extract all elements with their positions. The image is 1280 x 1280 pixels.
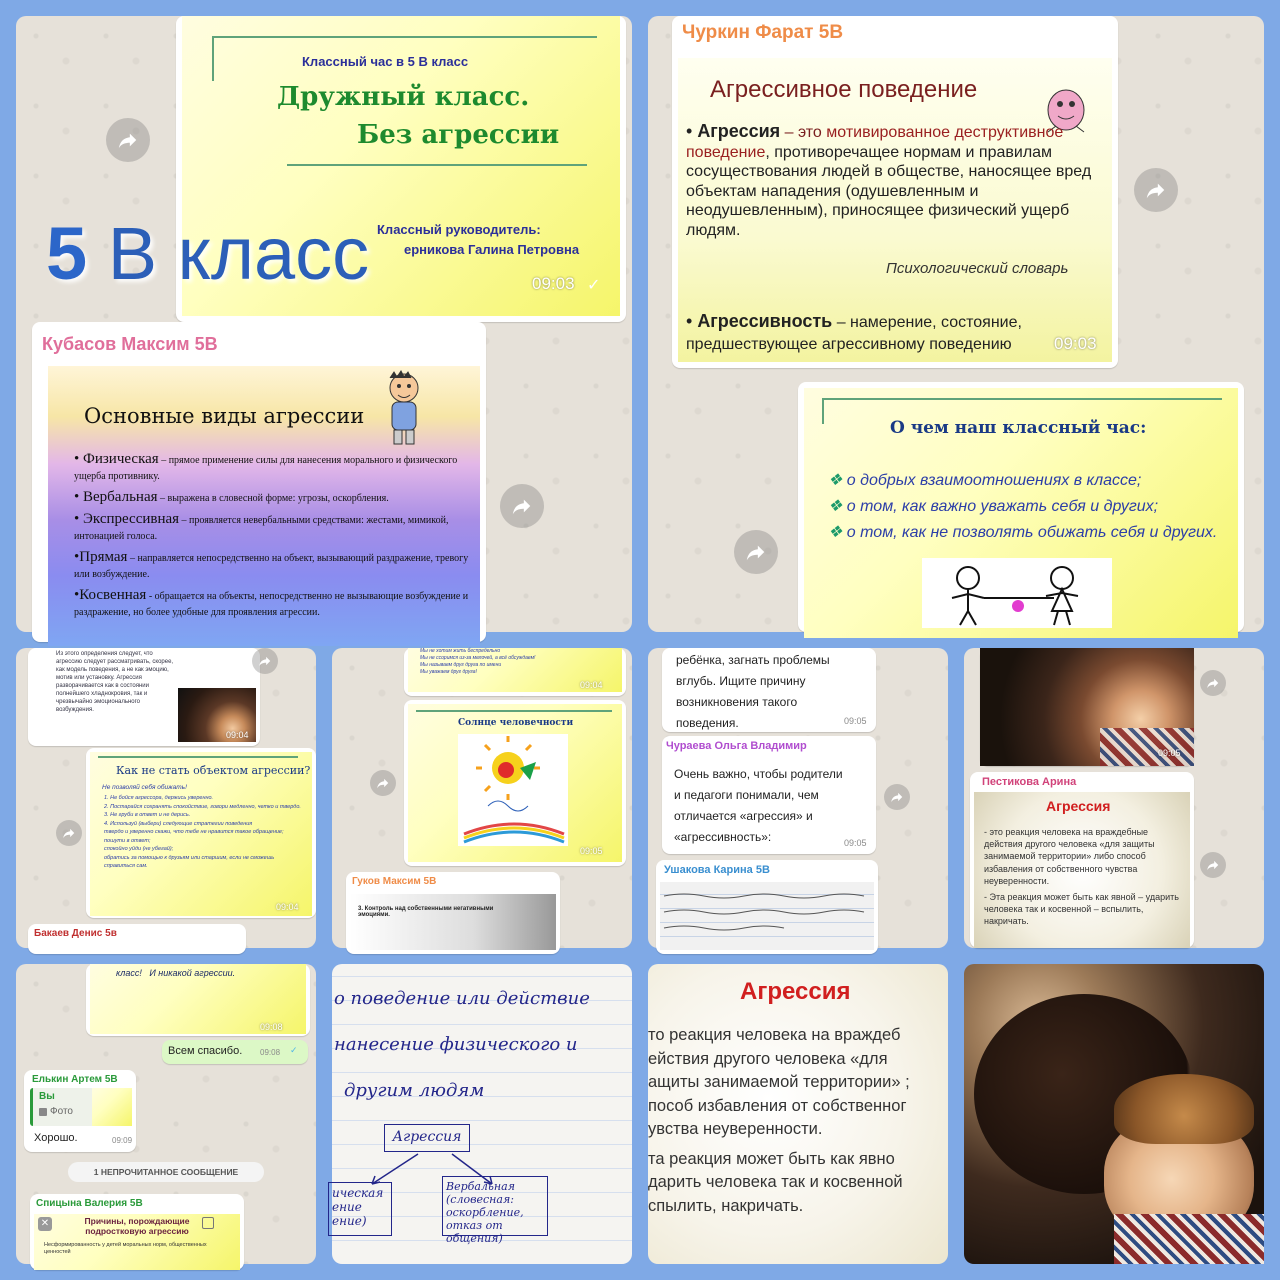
term-red-text: мотивированное деструктивное поведение xyxy=(686,124,1064,161)
message-bubble[interactable] xyxy=(798,382,1244,632)
advice-item: пошути в ответ; xyxy=(104,837,151,844)
forward-icon[interactable] xyxy=(56,820,82,846)
advice-item: твердо и уверенно скажи, что тебе не нравится такое обращение; xyxy=(104,829,284,835)
forward-icon[interactable] xyxy=(884,784,910,810)
unread-divider xyxy=(68,1162,264,1182)
rule-item: Мы не ссоримся из-за мелочей, а всё обсуждаем! xyxy=(420,655,536,661)
collage-title-digit: 5 xyxy=(46,212,88,295)
topic-item: ❖ о том, как важно уважать себя и других; xyxy=(828,498,1159,515)
collage-tile-handwritten-notes xyxy=(332,964,632,1264)
forward-icon[interactable] xyxy=(106,118,150,162)
slide-title-line1: Дружный класс. xyxy=(277,82,530,112)
definition-line: спылить, накричать. xyxy=(648,1196,804,1215)
type-def: - обращается на объекты, непосредственно не вызывающие возбуждение и раздражение, но более удобные для проявления агрессии. xyxy=(74,591,469,618)
diagram-box-right xyxy=(442,1176,548,1245)
forward-icon[interactable] xyxy=(734,530,778,574)
slide-heading: Агрессия xyxy=(740,978,851,1005)
type-def: – проявляется невербальными средствами: жестами, мимикой, интонацией голоса. xyxy=(74,515,449,542)
aggression-types-list xyxy=(74,452,469,620)
slide-image[interactable] xyxy=(34,1214,240,1270)
diagram-box-left xyxy=(328,1182,392,1236)
message-text: Всем спасибо. xyxy=(168,1045,243,1057)
slide-image[interactable] xyxy=(804,388,1238,638)
sender-name: Бакаев Денис 5в xyxy=(34,928,117,939)
message-bubble[interactable] xyxy=(30,1194,244,1270)
handwritten-line: о поведение или действие xyxy=(334,988,590,1009)
definition-line: ащиты занимаемой территории» ; xyxy=(648,1073,910,1091)
message-bubble[interactable] xyxy=(28,924,246,954)
message-time: 09:03 xyxy=(1054,334,1097,353)
definition-text xyxy=(648,1024,948,1218)
collage-title xyxy=(46,214,369,294)
message-line: и педагоги понимали, чем xyxy=(674,788,819,802)
type-term: • Физическая xyxy=(74,451,159,467)
collage-tile-chat-messages xyxy=(648,648,948,948)
term-dash: – это xyxy=(780,124,827,141)
type-term: •Косвенная xyxy=(74,587,147,603)
message-bubble[interactable] xyxy=(32,322,486,642)
collage-title-text: В класс xyxy=(107,212,370,295)
sender-name: Кубасов Максим 5В xyxy=(42,334,218,354)
definition-line: пособ избавления от собственног xyxy=(648,1096,907,1115)
reply-kind: Фото xyxy=(50,1106,73,1117)
message-time: 09:04 xyxy=(226,730,249,740)
notebook-photo[interactable] xyxy=(660,882,874,950)
handwritten-line: другим людям xyxy=(344,1080,485,1101)
reply-name: Вы xyxy=(39,1091,55,1102)
rules-list xyxy=(420,648,620,676)
definition-line: та реакция может быть как явно xyxy=(648,1149,895,1168)
reply-quote[interactable] xyxy=(30,1088,132,1126)
forward-icon[interactable] xyxy=(1200,852,1226,878)
advice-item: 4. Используй (выбери) следующие стратегии поведения xyxy=(104,820,253,827)
advice-item: обратись за помощью к друзьям или старшим, если не сможешь справиться сам. xyxy=(104,854,275,869)
children-drawing xyxy=(922,558,1112,628)
type-def: – направляется непосредственно на объект, вызывающий раздражение, тревогу или возбуждение. xyxy=(74,553,469,580)
advice-item: 1. Не бойся агрессора, держись уверенно. xyxy=(104,795,214,801)
sender-name: Спицына Валерия 5В xyxy=(36,1198,143,1209)
collage-tile-how-not-to-be-target xyxy=(16,648,316,948)
topic-item: ❖ о добрых взаимоотношениях в классе; xyxy=(828,472,1142,489)
message-line: отличается «агрессия» и xyxy=(674,809,813,823)
definition-item: - это реакция человека на враждебные действия другого человека «для защиты занимаемой территории» либо способ избавления от собственного чувства неуверенности. xyxy=(984,827,1155,886)
slide-heading: Солнце человечности xyxy=(458,718,574,728)
message-time: 09:05 xyxy=(580,846,603,856)
message-time: 09:08 xyxy=(260,1048,281,1057)
slide-image[interactable] xyxy=(90,752,312,916)
collage-tile-aggression-definition xyxy=(964,648,1264,948)
collage-tile-intro xyxy=(16,16,632,632)
read-checkmark-icon: ✓ xyxy=(290,1045,298,1055)
message-bubble[interactable] xyxy=(404,700,626,866)
plaid-shirt xyxy=(1114,1214,1264,1264)
child-hair xyxy=(1114,1074,1254,1144)
sender-name: Чуркин Фарат 5В xyxy=(682,22,844,43)
photo-icon xyxy=(39,1108,47,1116)
definition-text: – намерение, состояние, предшествующее агрессивному поведению xyxy=(686,314,1022,353)
forward-icon[interactable] xyxy=(370,770,396,796)
sender-name: Чураева Ольга Владимир xyxy=(666,740,807,752)
definition-aggression: • Агрессия – это мотивированное деструктивное поведение, противоречащее нормам и правилам сосуществования людей в обществе, наносящее вред объектам нападения (одушевленным и неодушевленным), приносящее физический ущерб людям. xyxy=(686,121,1092,239)
reply-thumbnail xyxy=(92,1088,132,1126)
slide-image[interactable] xyxy=(48,366,480,646)
collage-tile-aggression-slide-zoom xyxy=(648,964,948,1264)
message-text xyxy=(676,650,830,734)
slide-image[interactable] xyxy=(408,704,622,862)
read-checkmark-icon: ✓ xyxy=(587,277,601,294)
diagram-label: Агрессия xyxy=(392,1129,462,1145)
message-time: 09:05 xyxy=(1158,748,1181,758)
diagram-label: ическая ение ение) xyxy=(332,1186,384,1228)
message-time: 09:05 xyxy=(844,716,867,726)
close-icon[interactable]: ✕ xyxy=(38,1217,52,1231)
forward-icon[interactable] xyxy=(1200,670,1226,696)
definition-text: , противоречащее нормам и правилам сосуществования людей в обществе, наносящее вред объектам нападения (одушевленным и неодушевленным), приносящее физический ущерб людям. xyxy=(686,143,1092,239)
message-line: поведения. xyxy=(676,716,739,730)
slide-text: 3. Контроль над собственными негативными эмоциями. xyxy=(358,906,494,918)
diagram-label: Вербальная (словесная: оскорбление, отказ от общения) xyxy=(446,1180,524,1245)
collage-tile-definitions xyxy=(648,16,1264,632)
message-bubble[interactable] xyxy=(404,648,626,696)
slide-heading: Как не стать объектом агрессии? xyxy=(116,764,311,777)
slide-text: Несформированность у детей моральных норм, общественных ценностей xyxy=(44,1242,207,1255)
definition-line: то реакция человека на враждеб xyxy=(648,1026,901,1044)
message-time: 09:03 xyxy=(532,274,575,293)
term-aggression: Агрессия xyxy=(697,121,781,141)
forward-icon[interactable] xyxy=(500,484,544,528)
handwritten-line: нанесение физического и xyxy=(334,1034,578,1055)
rule-item: Мы называем друг друга по имени xyxy=(420,662,502,668)
forward-icon[interactable] xyxy=(1134,168,1178,212)
message-bubble[interactable] xyxy=(24,1070,136,1152)
collage-tile-sun-of-humanity xyxy=(332,648,632,948)
sender-name: Гуков Максим 5В xyxy=(352,876,437,887)
collage-tile-mother-child-photo xyxy=(964,964,1264,1264)
definition-line: ействия другого человека «для xyxy=(648,1049,888,1068)
definition-aggressiveness: • Агрессивность – намерение, состояние, предшествующее агрессивному поведению xyxy=(686,311,1022,353)
message-line: Очень важно, чтобы родители xyxy=(674,767,843,781)
source-label: Психологический словарь xyxy=(886,260,1069,277)
term-aggressiveness: Агрессивность xyxy=(697,311,833,331)
sender-name: Елькин Артем 5В xyxy=(32,1074,118,1085)
message-time: 09:09 xyxy=(112,1136,133,1145)
type-term: • Экспрессивная xyxy=(74,511,180,527)
slide-image[interactable] xyxy=(974,792,1190,948)
slide-image[interactable] xyxy=(408,648,622,692)
definition-line: дарить человека так и косвенной xyxy=(648,1173,903,1191)
advice-list xyxy=(104,794,304,871)
plaid-shirt xyxy=(1100,728,1194,766)
message-text: Хорошо. xyxy=(34,1132,78,1144)
advice-item: 2. Постарайся сохранять спокойствие, говори медленно, четко и твердо. xyxy=(104,803,301,810)
message-bubble[interactable] xyxy=(346,872,560,954)
message-time: 09:08 xyxy=(260,1022,283,1032)
message-bubble[interactable] xyxy=(28,648,260,746)
message-bubble-outgoing[interactable] xyxy=(162,1040,308,1064)
forward-icon[interactable] xyxy=(252,648,278,674)
message-bubble[interactable] xyxy=(86,748,316,918)
sender-name: Пестикова Арина xyxy=(982,776,1077,788)
message-bubble[interactable] xyxy=(970,772,1194,948)
slide-image[interactable] xyxy=(90,964,306,1034)
slide-heading: Основные виды агрессии xyxy=(84,404,365,428)
slide-heading: Агрессия xyxy=(1046,798,1111,814)
slide-heading: О чем наш классный час: xyxy=(890,418,1147,438)
slide-heading: Агрессивное поведение xyxy=(710,76,978,103)
collage-tile-chat-end xyxy=(16,964,316,1264)
slide-heading: Причины, порождающие подростковую агрессию xyxy=(84,1216,190,1236)
message-bubble[interactable] xyxy=(656,860,878,954)
type-def: – прямое применение силы для нанесения морального и физического ущерба противнику. xyxy=(74,455,458,482)
slide-text: класс! И никакой агрессии. xyxy=(116,968,236,978)
message-line: ребёнка, загнать проблемы xyxy=(676,653,830,667)
message-text xyxy=(674,764,843,848)
message-text: Из этого определения следует, что агрессию следует рассматривать, скорее, как модель поведения, а не как эмоцию, мотив или установку. Агрессия разворачивается как в состоянии полнейшего хладнокровия, так и чрезвычайно эмоционального возбуждения. xyxy=(56,651,174,713)
slide-subheading: Не позволяй себя обижать! xyxy=(102,784,187,791)
teacher-label: Классный руководитель: xyxy=(377,222,541,237)
definition-line: увства неуверенности. xyxy=(648,1120,823,1138)
slide-pre-title: Классный час в 5 В класс xyxy=(302,54,469,69)
type-def: – выражена в словесной форме: угрозы, оскорбления. xyxy=(157,493,389,504)
topic-item: ❖ о том, как не позволять обижать себя и других. xyxy=(828,524,1218,541)
type-term: •Прямая xyxy=(74,549,128,565)
definition-list xyxy=(984,826,1184,928)
slide-image[interactable] xyxy=(678,58,1112,362)
message-line: «агрессивность»: xyxy=(674,830,772,844)
class-topics-list xyxy=(828,468,1228,546)
message-line: вглубь. Ищите причину xyxy=(676,674,806,688)
definition-item: - Эта реакция может быть как явной – ударить человека так и косвенной – вспылить, накричать. xyxy=(984,892,1179,927)
message-line: возникновения такого xyxy=(676,695,798,709)
slide-title-line2: Без агрессии xyxy=(357,120,560,150)
message-bubble[interactable] xyxy=(86,964,310,1036)
advice-item: 3. Не груби в ответ и не дерись. xyxy=(104,812,191,818)
rule-item: Мы уважаем друг друга! xyxy=(420,669,477,675)
message-time: 09:04 xyxy=(276,902,299,912)
message-bubble[interactable] xyxy=(672,16,1118,368)
rule-item: Мы не хотим жить беспредельно xyxy=(420,648,501,654)
unread-label: 1 НЕПРОЧИТАННОЕ СООБЩЕНИЕ xyxy=(93,1167,239,1177)
message-time: 09:05 xyxy=(844,838,867,848)
teacher-name: ерникова Галина Петровна xyxy=(404,242,580,257)
sender-name: Ушакова Карина 5В xyxy=(664,864,770,876)
message-bubble[interactable] xyxy=(980,648,1194,766)
message-bubble[interactable] xyxy=(662,736,876,854)
advice-item: спокойно уйди (не убегай); xyxy=(104,846,174,852)
message-time: 09:04 xyxy=(580,680,603,690)
slide-image[interactable] xyxy=(350,894,556,950)
message-bubble[interactable] xyxy=(662,648,876,732)
cartoon-child-icon xyxy=(380,370,430,448)
type-term: • Вербальная xyxy=(74,489,158,505)
sun-drawing xyxy=(458,734,568,846)
